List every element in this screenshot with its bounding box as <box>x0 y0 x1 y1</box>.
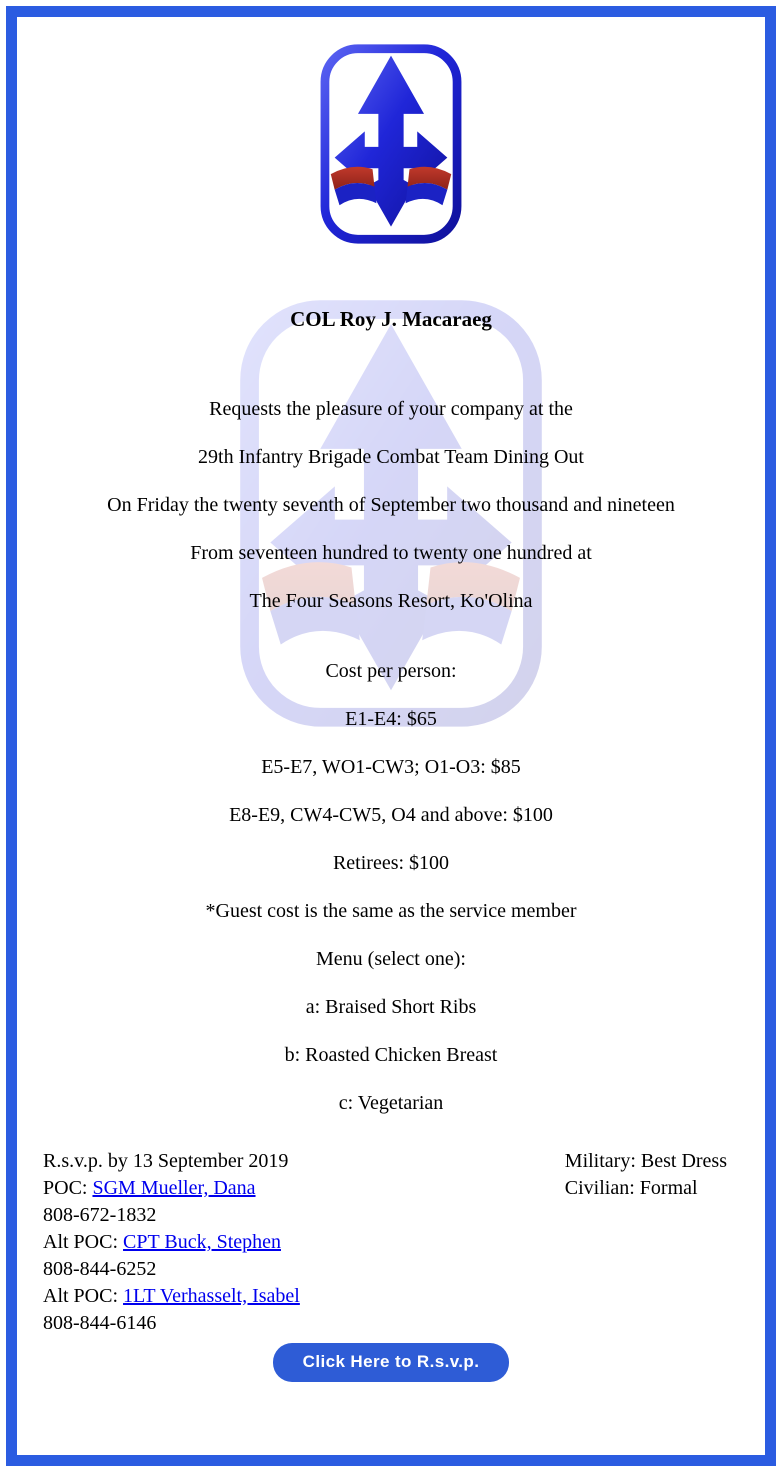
dress-code-block <box>565 1148 727 1202</box>
menu-heading: Menu (select one): <box>316 948 466 970</box>
alt-poc-label-2: Alt POC: <box>43 1285 124 1307</box>
menu-option-c: c: Vegetarian <box>338 1092 444 1114</box>
brigade-insignia-logo <box>318 42 464 246</box>
poc-line <box>43 1175 300 1202</box>
rsvp-button-row <box>17 1343 765 1382</box>
cost-line: E5-E7, WO1-CW3; O1-O3: $85 <box>261 756 521 778</box>
cost-section <box>17 660 765 923</box>
menu-option-b: b: Roasted Chicken Breast <box>284 1044 498 1066</box>
invitation-line: The Four Seasons Resort, Ko'Olina <box>249 590 533 612</box>
rsvp-deadline: R.s.v.p. by 13 September 2019 <box>43 1150 289 1172</box>
guest-cost-note: *Guest cost is the same as the service member <box>205 900 577 922</box>
dress-code-civilian: Civilian: Formal <box>564 1177 698 1199</box>
cost-line: E1-E4: $65 <box>345 708 437 730</box>
invitation-line: From seventeen hundred to twenty one hundred at <box>190 542 592 564</box>
host-name: COL Roy J. Macaraeg <box>290 307 492 331</box>
alt-poc-phone: 808-844-6252 <box>43 1258 157 1280</box>
invitation-line: 29th Infantry Brigade Combat Team Dining Out <box>198 446 584 468</box>
alt-poc-line-2 <box>43 1283 300 1310</box>
invitation-line: Requests the pleasure of your company at the <box>209 398 573 420</box>
cost-heading: Cost per person: <box>325 660 457 682</box>
alt-poc-label: Alt POC: <box>43 1231 124 1253</box>
alt-poc-link-2[interactable]: 1LT Verhasselt, Isabel <box>123 1285 300 1307</box>
menu-section <box>17 948 765 1115</box>
rsvp-button[interactable]: Click Here to R.s.v.p. <box>273 1343 510 1382</box>
menu-option-a: a: Braised Short Ribs <box>305 996 477 1018</box>
poc-link[interactable]: SGM Mueller, Dana <box>92 1177 256 1199</box>
invitation-lines <box>17 398 765 613</box>
page-border-frame <box>6 6 776 1466</box>
poc-phone: 808-672-1832 <box>43 1204 157 1226</box>
cost-line: Retirees: $100 <box>332 852 450 874</box>
alt-poc-line <box>43 1229 300 1256</box>
footer <box>17 1148 765 1337</box>
rsvp-contact-block <box>43 1148 300 1337</box>
invitation-content <box>17 17 765 1382</box>
cost-line: E8-E9, CW4-CW5, O4 and above: $100 <box>229 804 553 826</box>
invitation-line: On Friday the twenty seventh of September two thousand and nineteen <box>107 494 675 516</box>
dress-code-military: Military: Best Dress <box>564 1150 727 1172</box>
poc-label: POC: <box>43 1177 93 1199</box>
alt-poc-link[interactable]: CPT Buck, Stephen <box>123 1231 281 1253</box>
alt-poc-phone-2: 808-844-6146 <box>43 1312 157 1334</box>
